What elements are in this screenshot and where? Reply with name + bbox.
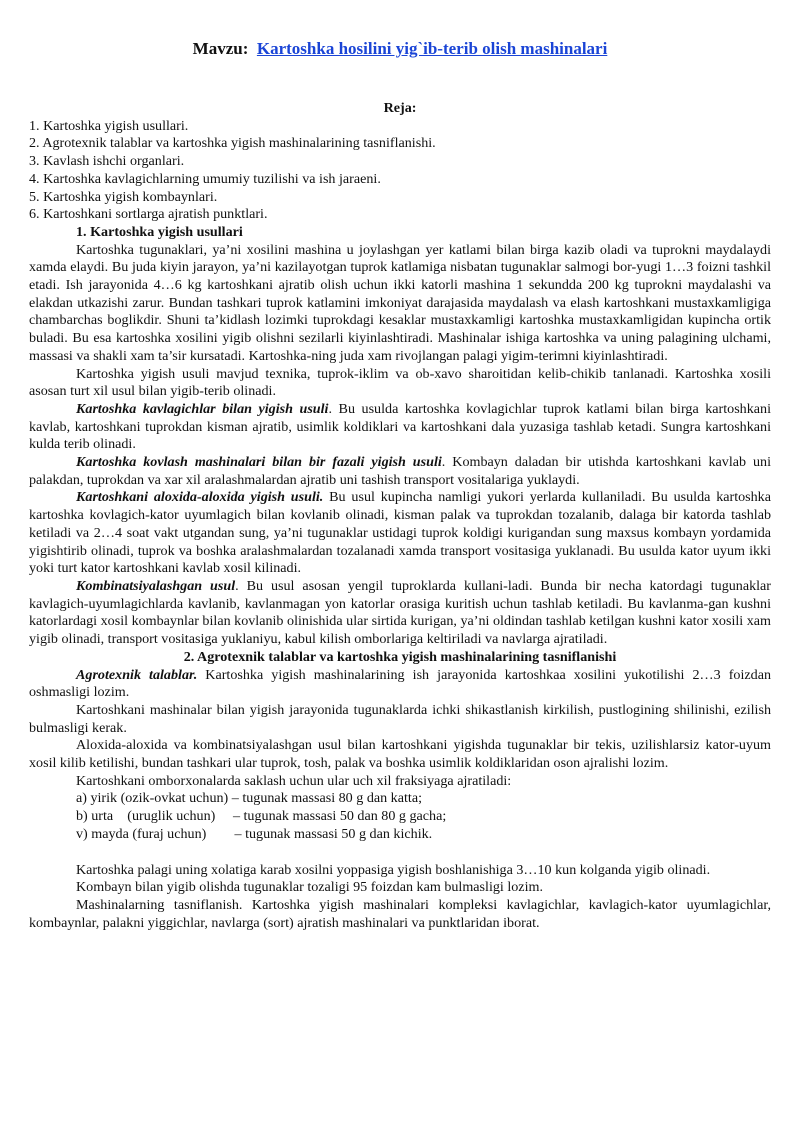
- paragraph: [29, 489, 771, 578]
- plan-item: 3. Kavlash ishchi organlari.: [29, 153, 185, 170]
- page-title: [29, 38, 771, 60]
- paragraph: [29, 454, 771, 489]
- paragraph: Kartoshkani omborxonalarda saklash uchun ular uch xil fraksiyaga ajratiladi:: [76, 772, 512, 789]
- section-2-heading: 2. Agrotexnik talablar va kartoshka yigish mashinalarining tasniflanishi: [183, 648, 617, 665]
- paragraph-lead: Kombinatsiyalashgan usul: [76, 577, 236, 594]
- paragraph-lead: Agrotexnik talablar.: [76, 666, 198, 683]
- section-1-heading: 1. Kartoshka yigish usullari: [76, 223, 243, 240]
- fraction-item: a) yirik (ozik-ovkat uchun) – tugunak massasi 80 g dan katta;: [76, 790, 422, 807]
- paragraph-lead: Kartoshkani aloxida-aloxida yigish usuli.: [76, 489, 324, 506]
- paragraph: [29, 667, 771, 702]
- paragraph: Aloxida-aloxida va kombinatsiyalashgan usul bilan kartoshkani yigishda tugunaklar bir tekis, uzilishlarsiz kator-uyum xosil kilib ketilishi, bundan tashkari ular tuprok, tosh, palak va boshka usimlik koldiklaridan oson ajralishi lozim.: [29, 737, 771, 772]
- fraction-item: b) urta (uruglik uchun) – tugunak massasi 50 dan 80 g gacha;: [76, 808, 447, 825]
- paragraph-body: Bu usul kupincha namligi yukori yerlarda kullaniladi. Bu usulda kartoshka kartoshka kovlagich-kator uyumlagich bilan kovlanib olinadi, kisman palak va tuprokdan tozalanib, dalaga bir katorda tashlab ketiladi va 2…4 soat vakt utgandan sung, ya’ni tugunaklar ustidagi tuprok koldigi kurigandan sung maxsus kombayn yordamida yigishtirib olinadi, tuprok va boshka aralashmalardan tozalanadi xamda transport vositasiga yuklanadi. Bu usulda kator uyum ikki yoki turt kator kartoshkani kavlab xosil kilinadi.: [29, 489, 771, 577]
- fraction-item: v) mayda (furaj uchun) – tugunak massasi 50 g dan kichik.: [76, 825, 433, 842]
- paragraph: Kartoshka palagi uning xolatiga karab xosilni yoppasiga yigish boshlanishiga 3…10 kun kolganda yigib olinadi.: [76, 861, 711, 878]
- paragraph: Kombayn bilan yigib olishda tugunaklar tozaligi 95 foizdan kam bulmasligi lozim.: [76, 879, 543, 896]
- paragraph: Kartoshkani mashinalar bilan yigish jarayonida tugunaklarda ichki shikastlanish kirkilish, pustlogining shilinishi, ezilish bulmasligi kerak.: [29, 701, 771, 736]
- paragraph: [29, 401, 771, 454]
- paragraph: [29, 578, 771, 649]
- plan-item: 2. Agrotexnik talablar va kartoshka yigish mashinalarining tasniflanishi.: [29, 135, 436, 152]
- paragraph-body: . Bu usul asosan yengil tuproklarda kullani-ladi. Bunda bir necha katordagi tugunaklar kavlagich-uyumlagichlarda kavlanib, kavlanmagan yon katorlar orasiga kuritish uchun tashlab ketiladi. Bu kavlanma-gan kushni katorlardagi xosil kombaynlar bilan kovlanib olinishida ular sirtida kurigan, ya’ni oldindan tashlab ketilgan kushni kator xosili xam yigib olinadi, transport vositasiga yuklaniyu, kabul kilish omborlariga keltiriladi va navlarga ajratiladi.: [29, 577, 771, 648]
- paragraph-lead: Kartoshka kovlash mashinalari bilan bir fazali yigish usuli: [76, 454, 442, 471]
- paragraph-body: . Bu usulda kartoshka kovlagichlar tuprok katlami bilan birga kartoshkani kavlab, kartoshkani tuprokdan kisman ajratib, usimlik koldiklari va kartoshkani dala yuzasiga tashlab ketadi. Sungra kartoshkani kulda terib olinadi.: [29, 400, 771, 453]
- plan-item: 5. Kartoshka yigish kombaynlari.: [29, 188, 218, 205]
- paragraph: Kartoshka tugunaklari, ya’ni xosilini mashina u joylashgan yer katlami bilan birga kazib oladi va tuprokni maydalaydi xamda elaydi. Bu juda kiyin jarayon, ya’ni kazilayotgan tuprok katlamiga nisbatan tugunaklar salmogi bor-yugi 1…3 foizni tashkil etadi. Ish jarayonida 4…6 kg kartoshkani ajratib olish uchun ikki katorli mashina 1 sekundda 200 kg tuprokni maydalashi va elakdan utkazishi zarur. Bundan tashkari tuprok katlamini imkoniyat darajasida maydalash va elash kartoshkani mustaxkamligiga chambarchas boglikdir. Shuni ta’kidlash lozimki tuprokdagi kesaklar mustaxkamligi kartoshka mustaxkamligidan kupincha ortik buladi. Bu esa kartoshka xosilini yigib olishni sezilarli kiyinlashtiradi. Mashinalar ishiga kartoshka va uning palagining ulchami, massasi va shakli xam ta’sir kursatadi. Kartoshka-ning juda xam rivojlangan palagi yigim-terimni kiyinlashtiradi.: [29, 241, 771, 364]
- paragraph-lead: Kartoshka kavlagichlar bilan yigish usuli: [76, 400, 329, 417]
- plan-item: 6. Kartoshkani sortlarga ajratish punktlari.: [29, 206, 268, 223]
- paragraph: Mashinalarning tasniflanish. Kartoshka yigish mashinalari kompleksi kavlagichlar, kavlagich-kator uyumlagichlar, kombaynlar, palakni yiggichlar, navlarga (sort) ajratish mashinalari va punktlaridan iborat.: [29, 896, 771, 931]
- spacer: [29, 844, 771, 862]
- paragraph-body: . Kombayn daladan bir utishda kartoshkani kavlab uni palakdan, tuprokdan va xar xil aralashmalardan ajratib uni tashish transport vositalariga yuklaydi.: [29, 454, 772, 488]
- document-page: [29, 38, 771, 932]
- plan-item: 1. Kartoshka yigish usullari.: [29, 117, 189, 134]
- title-prefix: Mavzu:: [192, 39, 249, 58]
- paragraph: Kartoshka yigish usuli mavjud texnika, tuprok-iklim va ob-xavo sharoitidan kelib-chikib tanlanadi. Kartoshka xosili asosan turt xil usul bilan yigib-terib olinadi.: [29, 365, 771, 400]
- plan-heading: Reja:: [383, 100, 417, 116]
- plan-item: 4. Kartoshka kavlagichlarning umumiy tuzilishi va ish jaraeni.: [29, 170, 381, 187]
- plan-list: [29, 118, 771, 224]
- paragraph-body: Kartoshka yigish mashinalarining ish jarayonida kartoshkaa xosilini yukotilishi 2…3 foizdan oshmasligi lozim.: [29, 666, 772, 701]
- title-link[interactable]: Kartoshka hosilini yig`ib-terib olish mashinalari: [256, 39, 608, 58]
